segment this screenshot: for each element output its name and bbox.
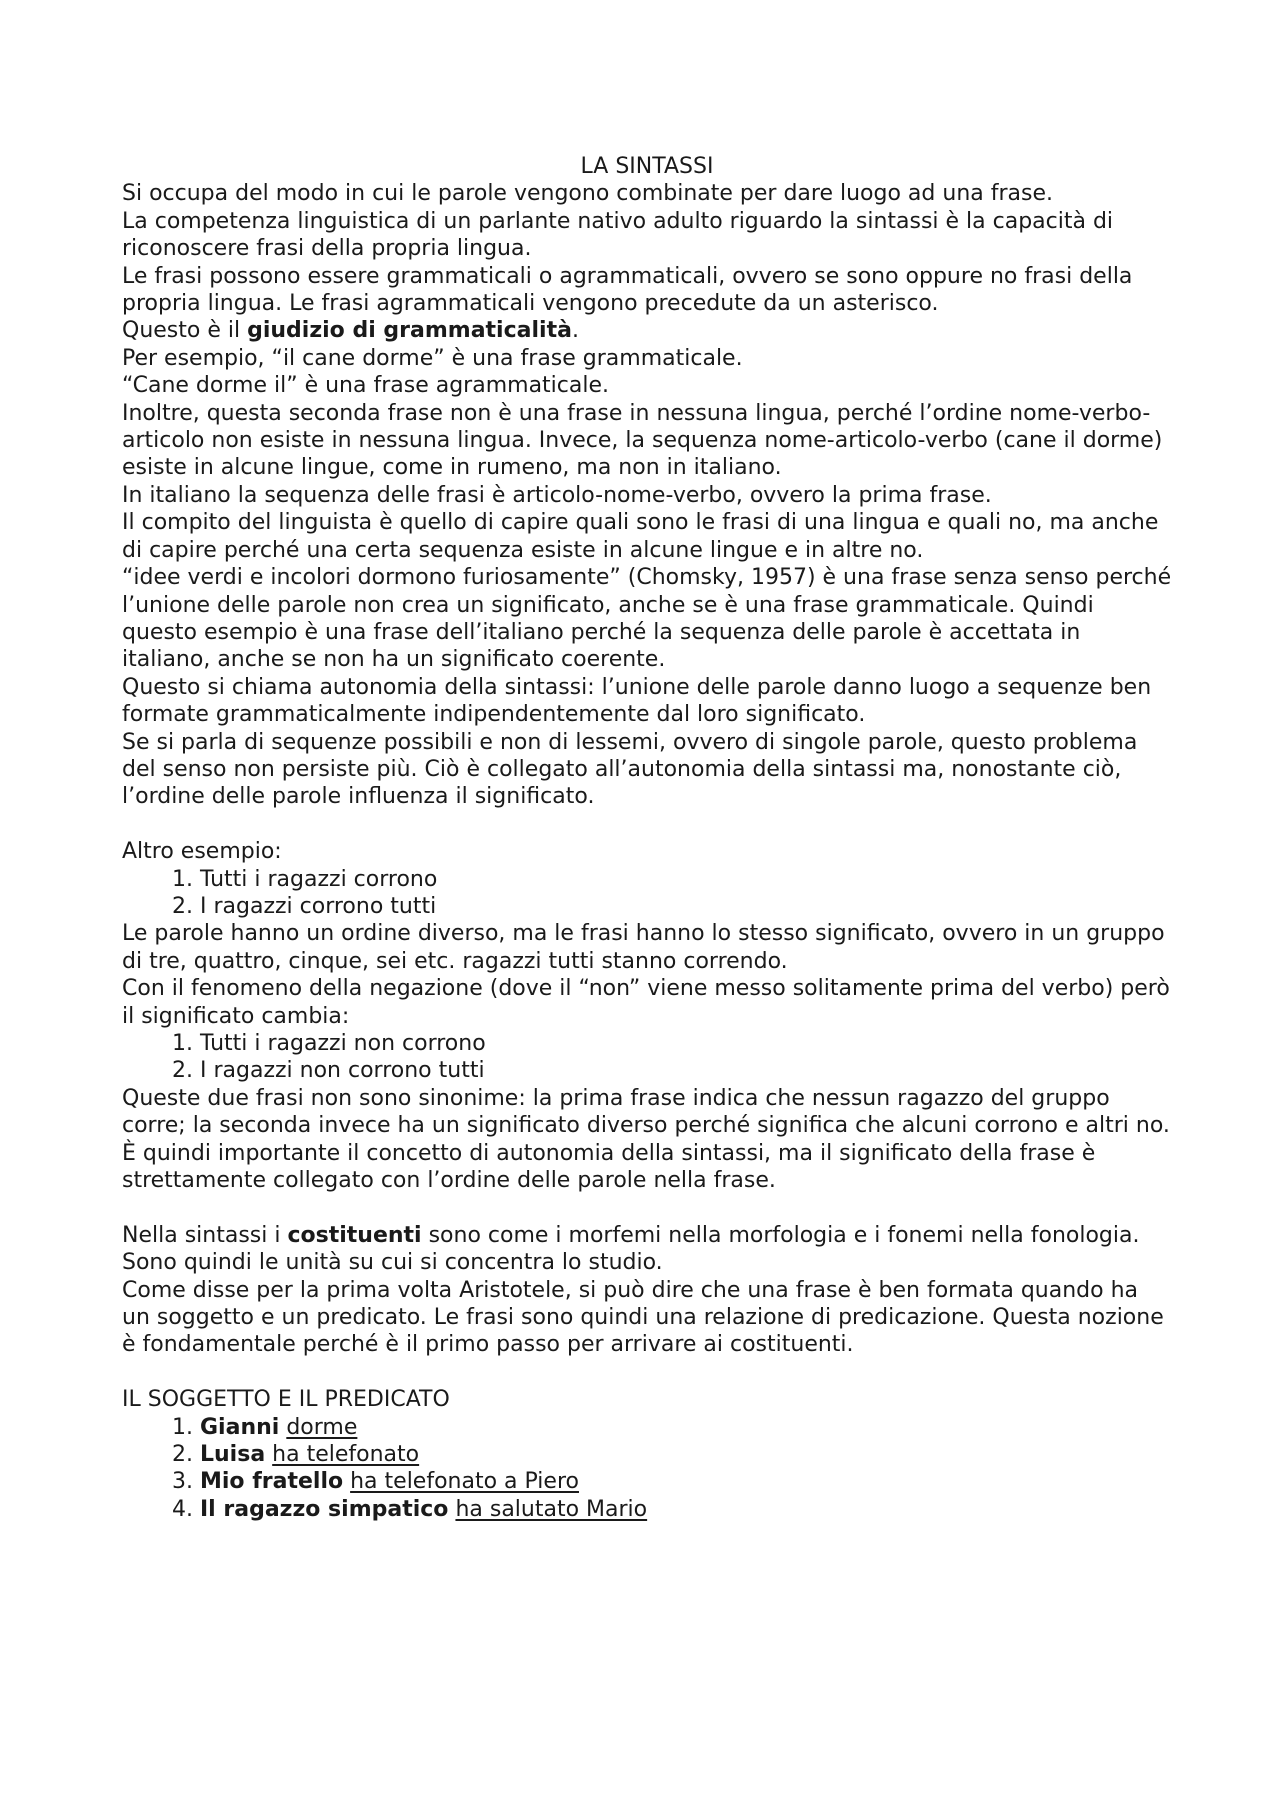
paragraph: Per esempio, “il cane dorme” è una frase grammaticale. [122,345,743,371]
paragraph: Con il fenomeno della negazione (dove il “non” viene messo solitamente prima del verbo) però il significato cambia: [122,976,1170,1029]
subject-predicate-list [122,1414,1172,1524]
paragraph: Il compito del linguista è quello di capire quali sono le frasi di una lingua e quali no, ma anche di capire perché una certa sequenza esiste in alcune lingue e in altre no. [122,510,1159,563]
list-item: 2. I ragazzi non corrono tutti [200,1057,1172,1084]
list-item [200,1468,1172,1495]
paragraph: Queste due frasi non sono sinonime: la prima frase indica che nessun ragazzo del gruppo corre; la seconda invece ha un significato diverso perché significa che alcuni corrono e altri no. [122,1085,1170,1139]
paragraph: Se si parla di sequenze possibili e non di lessemi, ovvero di singole parole, questo problema del senso non persiste più. Ciò è collegato all’autonomia della sintassi ma, nonostante ciò, l’ordine delle parole influenza il significato. [122,729,1138,810]
bold-term: costituenti [287,1222,422,1248]
paragraph: In italiano la sequenza delle frasi è articolo-nome-verbo, ovvero la prima frase. [122,482,992,508]
paragraph: Le frasi possono essere grammaticali o agrammaticali, ovvero se sono oppure no frasi della propria lingua. Le frasi agrammaticali vengono precedute da un asterisco. [122,263,1133,317]
paragraph: Nella sintassi i costituenti sono come i morfemi nella morfologia e i fonemi nella fonologia. Sono quindi le unità su cui si concentra lo studio. [122,1222,1140,1276]
list-item: 2. I ragazzi corrono tutti [200,893,1172,920]
predicate: ha telefonato a Piero [350,1469,579,1495]
predicate: ha salutato Mario [455,1496,648,1522]
example-list [122,866,1172,921]
blank-line [122,1194,1172,1221]
blank-line [122,1359,1172,1386]
paragraph: La competenza linguistica di un parlante nativo adulto riguardo la sintassi è la capacità di riconoscere frasi della propria lingua. [122,208,1114,262]
list-item [200,1414,1172,1441]
bold-term: giudizio di grammaticalità [247,318,572,344]
paragraph: Questo si chiama autonomia della sintassi: l’unione delle parole danno luogo a sequenze ben formate grammaticalmente indipendentemente dal loro significato. [122,674,1152,728]
paragraph: “idee verdi e incolori dormono furiosamente” (Chomsky, 1957) è una frase senza senso perché l’unione delle parole non crea un significato, anche se è una frase grammaticale. Quindi questo esempio è una frase dell’italiano perché la sequenza delle parole è accettata in italiano, anche se non ha un significato coerente. [122,565,1172,673]
list-item [200,1496,1172,1523]
subject: Gianni [200,1414,280,1440]
paragraph: Questo è il giudizio di grammaticalità. [122,318,579,344]
section-heading: IL SOGGETTO E IL PREDICATO [122,1387,450,1413]
predicate: dorme [286,1414,358,1440]
paragraph: Come disse per la prima volta Aristotele, si può dire che una frase è ben formata quando ha un soggetto e un predicato. Le frasi sono quindi una relazione di predicazione. Questa nozione è fondamentale perché è il primo passo per arrivare ai costituenti. [122,1277,1164,1358]
paragraph: È quindi importante il concetto di autonomia della sintassi, ma il significato della frase è strettamente collegato con l’ordine delle parole nella frase. [122,1140,1096,1194]
subject: Il ragazzo simpatico [200,1496,449,1522]
subject: Mio fratello [200,1469,344,1495]
paragraph: Si occupa del modo in cui le parole vengono combinate per dare luogo ad una frase. [122,181,1053,207]
paragraph: “Cane dorme il” è una frase agrammaticale. [122,373,610,399]
subject: Luisa [200,1442,266,1468]
list-item [200,1441,1172,1468]
paragraph: Inoltre, questa seconda frase non è una frase in nessuna lingua, perché l’ordine nome-verbo-articolo non esiste in nessuna lingua. Invece, la sequenza nome-articolo-verbo (cane il dorme) esiste in alcune lingue, come in rumeno, ma non in italiano. [122,400,1163,481]
paragraph: Altro esempio: [122,839,282,865]
blank-line [122,811,1172,838]
example-list [122,1030,1172,1085]
document-page [122,153,1172,1523]
list-item: 1. Tutti i ragazzi non corrono [200,1030,1172,1057]
paragraph: Le parole hanno un ordine diverso, ma le frasi hanno lo stesso significato, ovvero in un gruppo di tre, quattro, cinque, sei etc. ragazzi tutti stanno correndo. [122,921,1165,974]
predicate: ha telefonato [272,1442,420,1468]
list-item: 1. Tutti i ragazzi corrono [200,866,1172,893]
document-title: LA SINTASSI [580,154,714,179]
